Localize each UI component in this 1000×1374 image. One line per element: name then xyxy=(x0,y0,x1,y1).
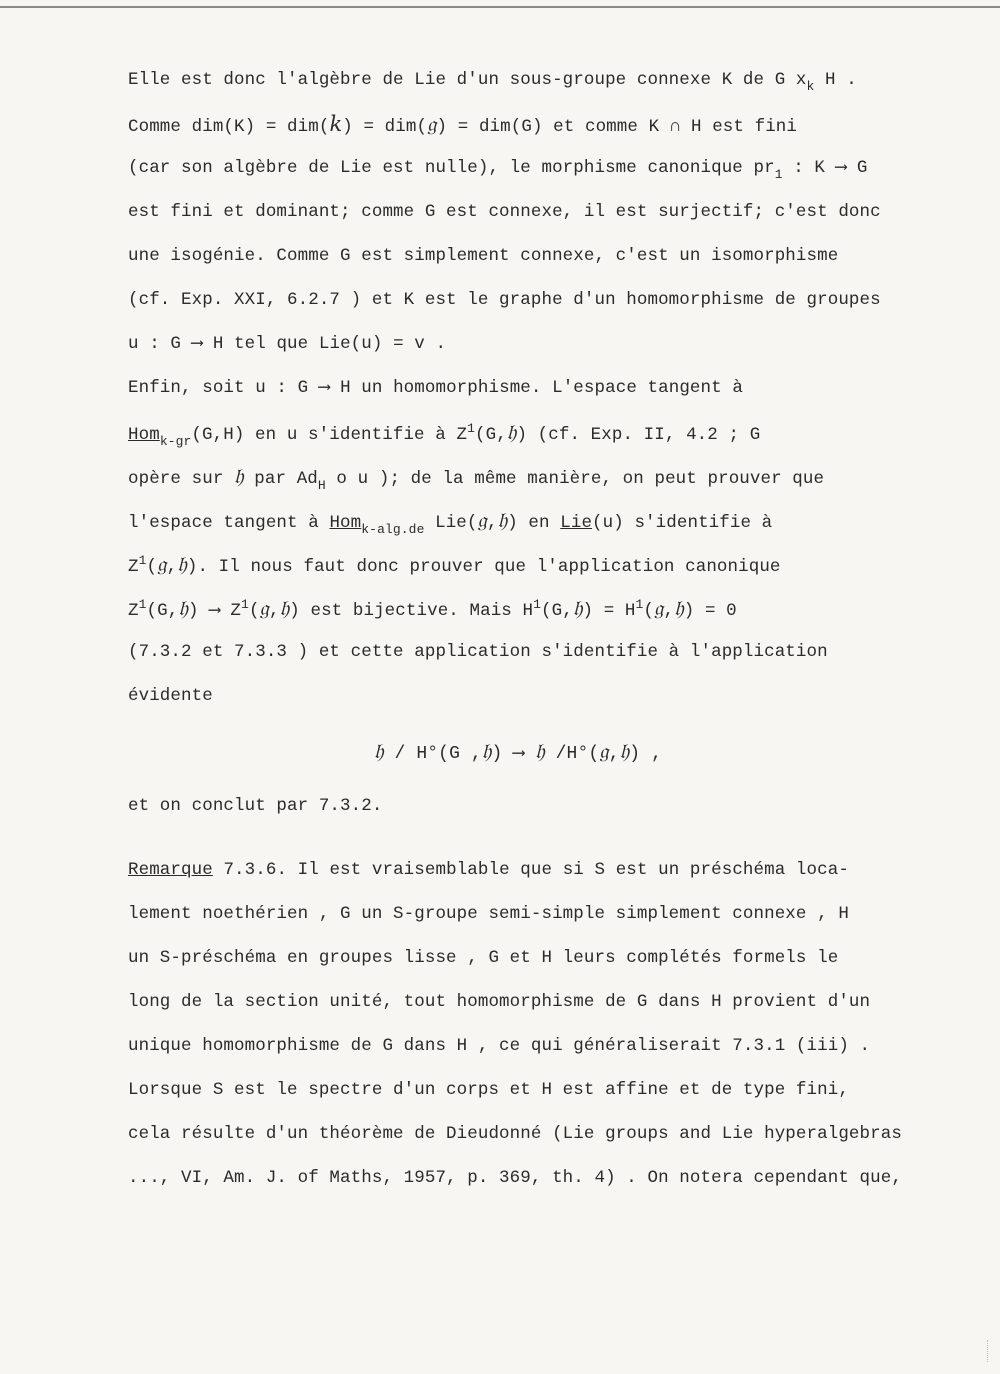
fraktur-h: 𝔥 xyxy=(619,739,630,763)
fraktur-h: 𝔥 xyxy=(178,596,188,620)
line-text: (u) s'identifie à xyxy=(592,513,773,533)
fraktur-h: 𝔥 xyxy=(177,552,187,576)
text-line: est fini et dominant; comme G est connexe, il est surjectif; c'est donc xyxy=(128,202,881,222)
subscript: H xyxy=(317,478,326,493)
superscript: 1 xyxy=(533,597,542,612)
line-text: (G, xyxy=(146,601,179,621)
line-text: o u ); de la même manière, on peut prouver que xyxy=(325,469,825,489)
text-line: Enfin, soit u : G ⟶ H un homomorphisme. L'espace tangent à xyxy=(128,378,743,398)
line-text: (G, xyxy=(541,601,573,621)
text-line xyxy=(128,58,948,102)
text-line: $Z^1(𝔤,𝔥)$. Il nous faut donc prouver que l'application canonique xyxy=(128,552,781,577)
fraktur-g: 𝔤 xyxy=(427,112,437,136)
text-line: $Z^1(G,𝔥)$ ⟶ $Z^1(𝔤,𝔥)$ est bijective. Mais $H^1(G,𝔥)$ = $H^1(𝔤,𝔥) = 0$ xyxy=(128,596,737,621)
fraktur-h: 𝔥 xyxy=(535,739,545,763)
line-text: : K ⟶ G xyxy=(782,158,868,178)
text-line: et on conclut par 7.3.2. xyxy=(128,796,383,816)
line-text: ) = 0 xyxy=(683,601,737,621)
fraktur-g: 𝔤 xyxy=(259,596,269,620)
text-line xyxy=(128,848,948,892)
fraktur-k: k xyxy=(329,112,343,136)
text-line xyxy=(128,454,948,498)
fraktur-g: 𝔤 xyxy=(654,596,664,620)
fraktur-h: 𝔥 xyxy=(497,508,508,532)
superscript: 1 xyxy=(467,421,475,436)
line-text: (car son algèbre de Lie est nulle), le morphisme canonique pr xyxy=(128,158,775,178)
line-text: , xyxy=(166,557,178,577)
line-text: Z xyxy=(128,557,139,577)
fraktur-h: 𝔥 xyxy=(572,596,583,620)
fraktur-g: 𝔤 xyxy=(157,552,167,576)
superscript: 1 xyxy=(635,597,644,612)
line-text: ) est bijective. Mais H xyxy=(289,601,534,621)
text-line: ..., VI, Am. J. of Maths, 1957, p. 369, th. 4) . On notera cependant que, xyxy=(128,1168,902,1188)
line-text: , xyxy=(486,513,498,533)
line-text: ) = dim(G) et comme K ∩ H est fini xyxy=(436,117,798,137)
line-text: ) = dim( xyxy=(342,117,428,137)
line-text: opère sur xyxy=(128,469,224,489)
line-text: ) ⟶ Z xyxy=(187,601,242,621)
text-line: lement noethérien , G un S-groupe semi-simple simplement connexe , H xyxy=(128,904,849,924)
text-line: une isogénie. Comme G est simplement connexe, c'est un isomorphisme xyxy=(128,246,839,266)
subscript: 1 xyxy=(774,167,783,182)
text-line: Lorsque S est le spectre d'un corps et H est affine et de type fini, xyxy=(128,1080,849,1100)
subscript: k-gr xyxy=(159,434,192,449)
document-page xyxy=(128,58,948,1200)
text-line: long de la section unité, tout homomorphisme de G dans H provient d'un xyxy=(128,992,871,1012)
line-text: Z xyxy=(128,601,139,621)
subscript: k xyxy=(806,79,815,94)
hom-underlined: Hom xyxy=(128,425,160,445)
text-line: cela résulte d'un théorème de Dieudonné (Lie groups and Lie hyperalgebras xyxy=(128,1124,902,1144)
equation-text: ) ⟶ xyxy=(491,744,536,764)
line-text: ) (cf. Exp. II, 4.2 ; G xyxy=(516,425,761,445)
fraktur-h: 𝔥 xyxy=(506,420,517,444)
fraktur-g: 𝔤 xyxy=(599,739,609,763)
line-text: Lie( xyxy=(424,513,478,533)
text-line xyxy=(128,498,948,542)
line-text: , xyxy=(663,601,675,621)
superscript: 1 xyxy=(138,553,147,568)
fraktur-h: 𝔥 xyxy=(234,464,244,488)
scan-artifact xyxy=(987,1340,994,1362)
fraktur-h: 𝔥 xyxy=(374,739,384,763)
top-border-line xyxy=(0,6,1000,8)
equation-text: /H°( xyxy=(544,744,600,764)
line-text: ) = H xyxy=(582,601,636,621)
line-text: (G, xyxy=(474,425,507,445)
superscript: 1 xyxy=(241,597,249,612)
equation-text: , xyxy=(608,744,620,764)
text-line: évidente xyxy=(128,686,213,706)
fraktur-g: 𝔤 xyxy=(477,508,487,532)
text-line: (7.3.2 et 7.3.3 ) et cette application s'identifie à l'application xyxy=(128,642,828,662)
line-text: Elle est donc l'algèbre de Lie d'un sous-groupe connexe K de G x xyxy=(128,70,807,90)
line-text: (G,H) en u s'identifie à Z xyxy=(191,425,468,445)
text-line xyxy=(128,102,948,146)
line-text: H . xyxy=(825,70,857,90)
superscript: 1 xyxy=(138,597,147,612)
text-line: un S-préschéma en groupes lisse , G et H leurs complétés formels le xyxy=(128,948,839,968)
fraktur-h: 𝔥 xyxy=(481,739,492,763)
line-text: par Ad xyxy=(254,469,318,489)
line-text: , xyxy=(269,601,280,621)
equation-text: ) , xyxy=(629,744,662,764)
text-line: (cf. Exp. XXI, 6.2.7 ) et K est le graphe d'un homomorphisme de groupes xyxy=(128,290,881,310)
fraktur-h: 𝔥 xyxy=(279,596,290,620)
paragraph-gap xyxy=(128,828,948,848)
text-line xyxy=(128,146,948,190)
line-text: ). Il nous faut donc prouver que l'application canonique xyxy=(186,557,781,577)
text-line: unique homomorphisme de G dans H , ce qui généraliserait 7.3.1 (iii) . xyxy=(128,1036,871,1056)
remark-heading: Remarque xyxy=(128,860,213,880)
line-text: ) en xyxy=(507,513,561,533)
text-line: u : G ⟶ H tel que Lie(u) = v . xyxy=(128,334,447,354)
line-text: 7.3.6. Il est vraisemblable que si S est un préschéma loca- xyxy=(223,860,849,880)
fraktur-h: 𝔥 xyxy=(674,596,684,620)
line-text: Comme dim(K) = dim( xyxy=(128,117,330,137)
subscript: k-alg.de xyxy=(361,522,425,537)
lie-underlined: Lie xyxy=(560,513,593,533)
equation-text: / H°(G , xyxy=(383,744,482,764)
line-text: l'espace tangent à xyxy=(128,513,319,533)
text-line xyxy=(128,410,948,454)
display-equation xyxy=(128,718,948,784)
hom-underlined: Hom xyxy=(329,513,362,533)
